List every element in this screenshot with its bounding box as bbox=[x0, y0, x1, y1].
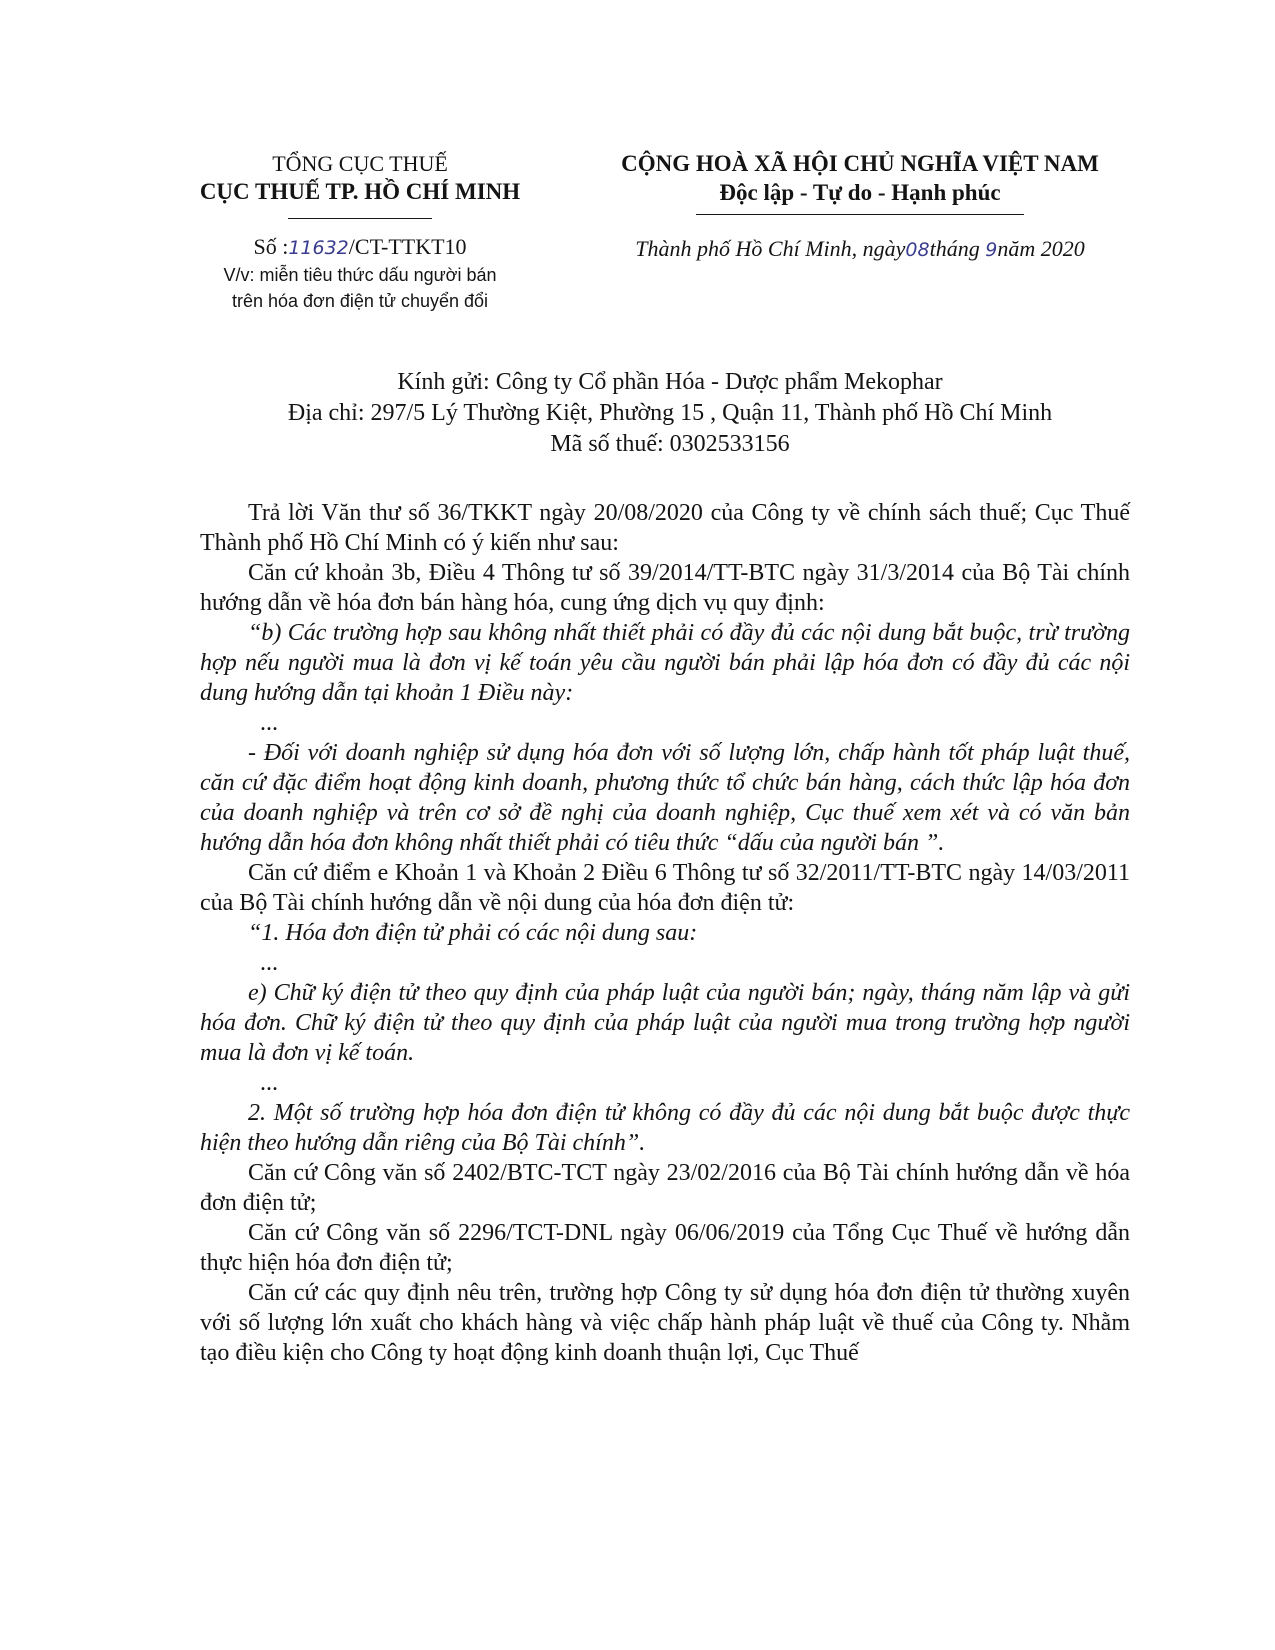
ellipsis: ... bbox=[260, 1070, 278, 1096]
date-text-2: tháng bbox=[929, 236, 980, 261]
quoted-paragraph: e) Chữ ký điện tử theo quy định của pháp luật của người bán; ngày, tháng năm lập và gửi hóa đơn. Chữ ký điện tử theo quy định của pháp luật của người mua trong trường hợp người mua là đơn vị kế toán. bbox=[200, 980, 1130, 1066]
issuer-block bbox=[170, 150, 550, 314]
addressee-address: Địa chỉ: 297/5 Lý Thường Kiệt, Phường 15 , Quận 11, Thành phố Hồ Chí Minh bbox=[287, 400, 1053, 426]
body-paragraph: Căn cứ Công văn số 2296/TCT-DNL ngày 06/06/2019 của Tổng Cục Thuế về hướng dẫn thực hiện hóa đơn điện tử; bbox=[200, 1220, 1130, 1276]
document-number bbox=[170, 233, 550, 262]
addressee-tax-code: Mã số thuế: 0302533156 bbox=[550, 431, 790, 457]
body-paragraph: Căn cứ Công văn số 2402/BTC-TCT ngày 23/02/2016 của Bộ Tài chính hướng dẫn về hóa đơn điện tử; bbox=[200, 1160, 1130, 1216]
ellipsis: ... bbox=[260, 950, 278, 976]
letter-body bbox=[200, 498, 1130, 1368]
quoted-paragraph: 2. Một số trường hợp hóa đơn điện tử không có đầy đủ các nội dung bắt buộc được thực hiện theo hướng dẫn riêng của Bộ Tài chính”. bbox=[200, 1100, 1130, 1156]
issuer-underline bbox=[288, 218, 432, 219]
motto-underline bbox=[696, 214, 1024, 215]
quoted-paragraph: “b) Các trường hợp sau không nhất thiết phải có đầy đủ các nội dung bắt buộc, trừ trường hợp nếu người mua là đơn vị kế toán yêu cầu người bán phải lập hóa đơn có đầy đủ các nội dung hướng dẫn tại khoản 1 Điều này: bbox=[200, 620, 1130, 706]
doc-number-suffix: /CT-TTKT10 bbox=[348, 234, 467, 259]
subject-line-2: trên hóa đơn điện tử chuyển đổi bbox=[231, 291, 489, 311]
doc-number-handwritten: 11632 bbox=[288, 237, 349, 259]
addressee-recipient: Kính gửi: Công ty Cổ phần Hóa - Dược phẩm Mekophar bbox=[397, 369, 943, 395]
subject-line-1: V/v: miễn tiêu thức dấu người bán bbox=[223, 265, 497, 285]
date-day-handwritten: 08 bbox=[905, 239, 930, 261]
body-paragraph: Căn cứ điểm e Khoản 1 và Khoản 2 Điều 6 Thông tư số 32/2011/TT-BTC ngày 14/03/2011 của Bộ Tài chính hướng dẫn về nội dung của hóa đơn điện tử: bbox=[200, 860, 1130, 916]
addressee-block bbox=[200, 367, 1140, 460]
nation-title: CỘNG HOÀ XÃ HỘI CHỦ NGHĨA VIỆT NAM bbox=[621, 151, 1099, 176]
national-motto: Độc lập - Tự do - Hạnh phúc bbox=[719, 180, 1001, 205]
national-heading bbox=[600, 150, 1120, 264]
body-paragraph: Căn cứ các quy định nêu trên, trường hợp Công ty sử dụng hóa đơn điện tử thường xuyên với số lượng lớn xuất cho khách hàng và việc chấp hành pháp luật về thuế của Công ty. Nhằm tạo điều kiện cho Công ty hoạt động kinh doanh thuận lợi, Cục Thuế bbox=[200, 1280, 1130, 1366]
issue-date bbox=[600, 235, 1120, 264]
body-paragraph: Căn cứ khoản 3b, Điều 4 Thông tư số 39/2014/TT-BTC ngày 31/3/2014 của Bộ Tài chính hướng dẫn về hóa đơn bán hàng hóa, cung ứng dịch vụ quy định: bbox=[200, 560, 1130, 616]
doc-number-prefix: Số : bbox=[253, 234, 289, 259]
agency-name: CỤC THUẾ TP. HỒ CHÍ MINH bbox=[199, 179, 521, 204]
ellipsis: ... bbox=[260, 710, 278, 736]
date-text-1: Thành phố Hồ Chí Minh, ngày bbox=[635, 236, 906, 261]
date-month-handwritten: 9 bbox=[985, 239, 998, 261]
quoted-paragraph: “1. Hóa đơn điện tử phải có các nội dung sau: bbox=[248, 920, 698, 946]
agency-parent: TỔNG CỤC THUẾ bbox=[272, 151, 448, 176]
date-text-3: năm 2020 bbox=[997, 236, 1085, 261]
quoted-paragraph: - Đối với doanh nghiệp sử dụng hóa đơn với số lượng lớn, chấp hành tốt pháp luật thuế, căn cứ đặc điểm hoạt động kinh doanh, phương thức tổ chức bán hàng, cách thức lập hóa đơn của doanh nghiệp và trên cơ sở đề nghị của doanh nghiệp, Cục thuế xem xét và có văn bản hướng dẫn hóa đơn không nhất thiết phải có tiêu thức “dấu của người bán ”. bbox=[200, 740, 1130, 856]
body-paragraph: Trả lời Văn thư số 36/TKKT ngày 20/08/2020 của Công ty về chính sách thuế; Cục Thuế Thành phố Hồ Chí Minh có ý kiến như sau: bbox=[200, 500, 1130, 556]
